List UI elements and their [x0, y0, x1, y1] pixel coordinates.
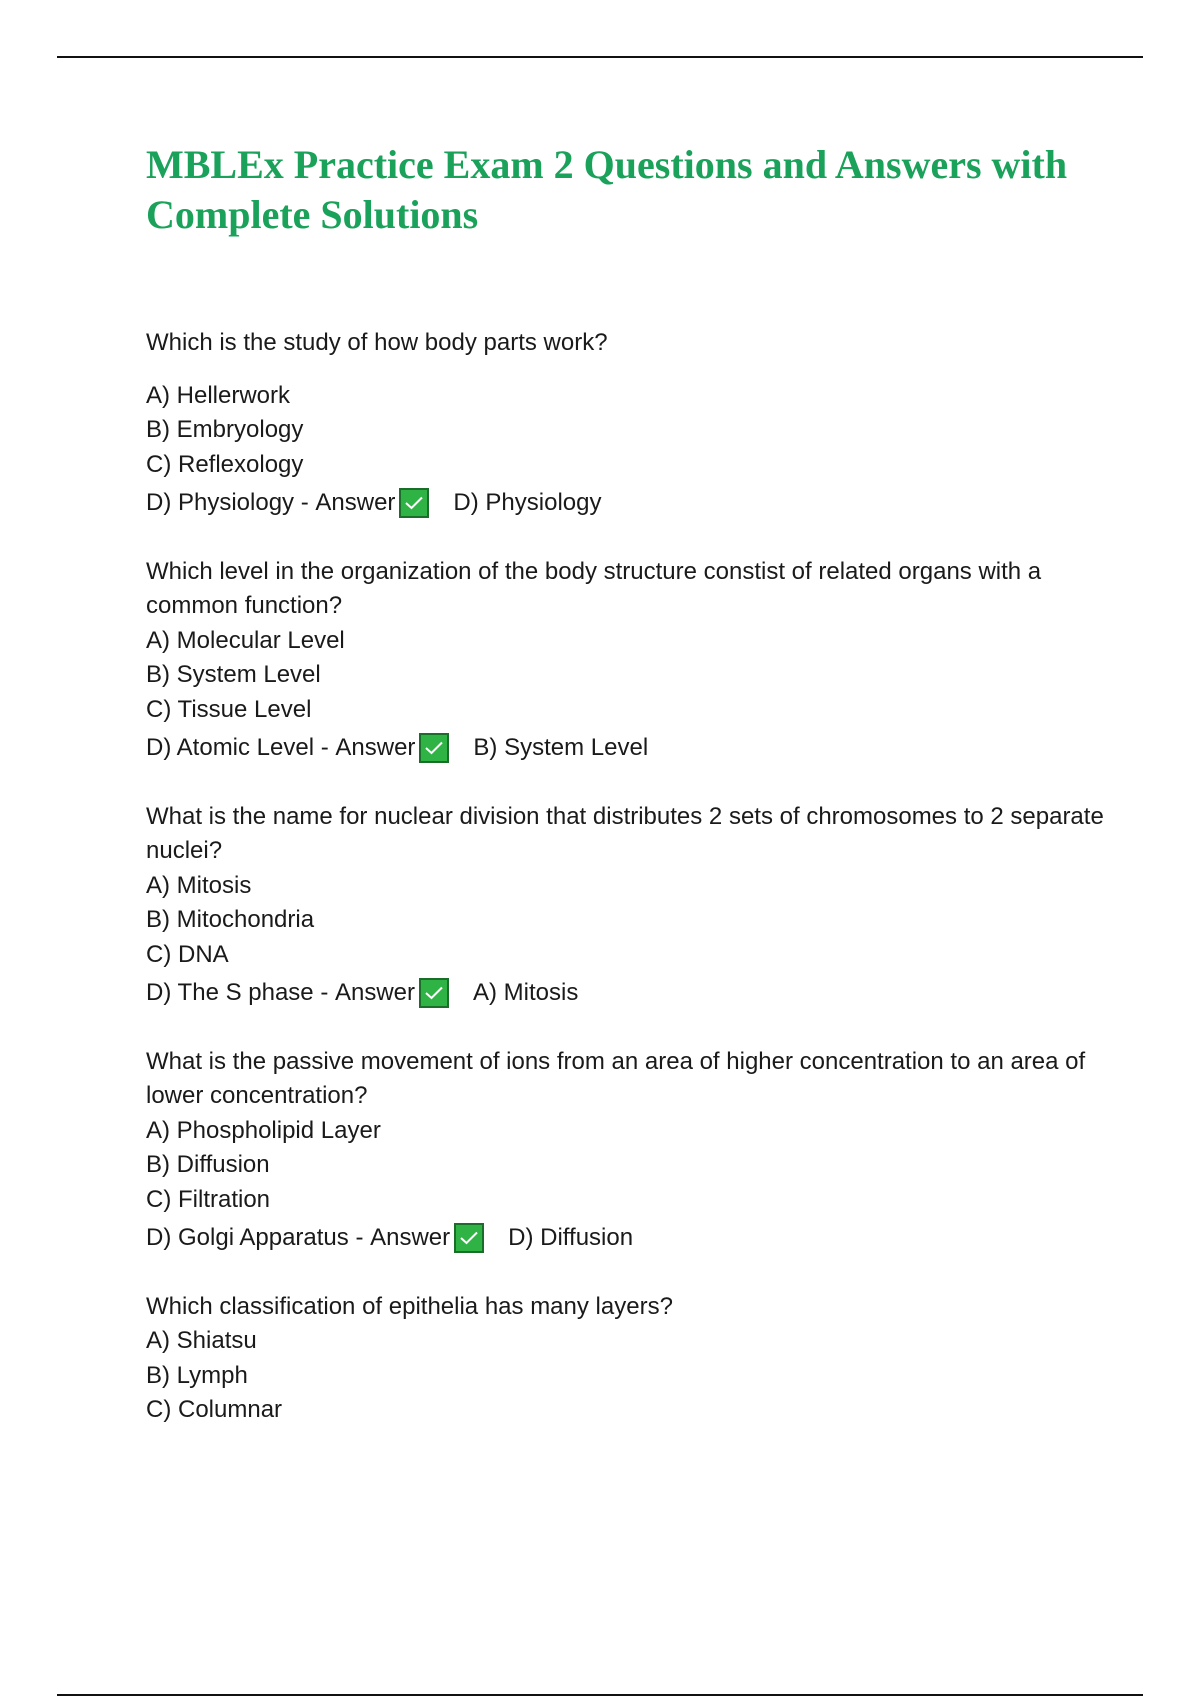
- option-c: C) Columnar: [146, 1396, 283, 1423]
- top-divider: [57, 56, 1143, 58]
- option-c: C) DNA: [146, 940, 229, 968]
- question-text: What is the passive movement of ions from an area of higher concentration to an area of lower concentration?: [146, 1047, 1086, 1109]
- question-list: [146, 326, 1106, 1428]
- answer-prefix: Answer: [370, 1224, 451, 1251]
- correct-answer: B) System Level: [473, 734, 649, 761]
- option-b: B) Lymph: [146, 1361, 248, 1389]
- answer-line: [146, 976, 1106, 1011]
- question-2: [146, 555, 1106, 766]
- check-mark-icon: [419, 978, 449, 1008]
- option-d: D) Atomic Level -: [146, 734, 329, 761]
- check-mark-icon: [399, 488, 429, 518]
- question-5: [146, 1290, 1106, 1428]
- answer-prefix: Answer: [334, 979, 416, 1006]
- option-d: D) The S phase -: [146, 979, 329, 1006]
- document-title: MBLEx Practice Exam 2 Questions and Answers with Complete Solutions: [146, 142, 1068, 237]
- option-a: A) Molecular Level: [146, 626, 345, 654]
- correct-answer: D) Diffusion: [508, 1224, 634, 1251]
- answer-line: [146, 1221, 1106, 1256]
- question-4: [146, 1045, 1106, 1256]
- option-c: C) Filtration: [146, 1185, 271, 1213]
- option-a: A) Hellerwork: [146, 381, 291, 409]
- option-d: D) Physiology -: [146, 489, 309, 516]
- correct-answer: D) Physiology: [453, 489, 602, 516]
- question-text: Which classification of epithelia has many layers?: [146, 1292, 673, 1320]
- check-mark-icon: [419, 733, 449, 763]
- correct-answer: A) Mitosis: [473, 979, 579, 1006]
- answer-prefix: Answer: [335, 734, 416, 761]
- option-c: C) Tissue Level: [146, 695, 312, 723]
- option-b: B) Mitochondria: [146, 906, 315, 933]
- option-b: B) Diffusion: [146, 1151, 270, 1178]
- question-text: What is the name for nuclear division that distributes 2 sets of chromosomes to 2 separate nuclei?: [146, 802, 1104, 864]
- question-text: Which level in the organization of the body structure constist of related organs with a common function?: [146, 557, 1042, 619]
- question-text: Which is the study of how body parts work?: [146, 329, 608, 356]
- document-body: [146, 140, 1106, 1462]
- option-a: A) Shiatsu: [146, 1327, 257, 1354]
- question-1: [146, 326, 1106, 521]
- option-a: A) Mitosis: [146, 871, 252, 899]
- answer-prefix: Answer: [315, 489, 396, 516]
- answer-line: [146, 486, 1106, 521]
- bottom-divider: [57, 1694, 1143, 1696]
- option-a: A) Phospholipid Layer: [146, 1116, 381, 1144]
- question-3: [146, 800, 1106, 1011]
- option-c: C) Reflexology: [146, 450, 304, 478]
- option-b: B) Embryology: [146, 416, 304, 443]
- check-mark-icon: [454, 1223, 484, 1253]
- option-d: D) Golgi Apparatus -: [146, 1224, 364, 1251]
- option-b: B) System Level: [146, 661, 321, 688]
- answer-line: [146, 731, 1106, 766]
